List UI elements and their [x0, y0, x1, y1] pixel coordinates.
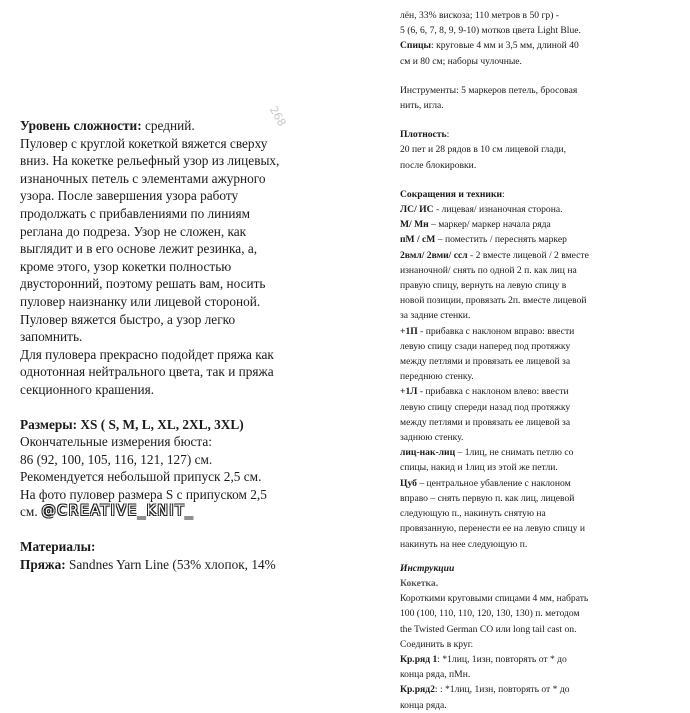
- faint-page-number: 268: [266, 104, 289, 129]
- desc-line: продолжать с прибавлениями по линиям: [20, 205, 251, 221]
- bust-last-line: [20, 503, 350, 521]
- yoke-line: 100 (100, 110, 110, 120, 130, 130) п. методом: [400, 608, 580, 620]
- abbr-cont: правую спицу, вернуть на левую спицу в: [400, 280, 567, 292]
- abbr-cont: между петлями и провязать ее лицевой за: [400, 356, 571, 368]
- abbr-cont: левую спицу спереди назад под протяжку: [400, 401, 571, 413]
- abbr-term: лиц-нак-лиц: [400, 447, 456, 459]
- yarn-line: [20, 556, 350, 574]
- watermark-text: @CREATIVE_KNIT_: [41, 503, 194, 520]
- abbr-item: [400, 248, 685, 263]
- abbr-term: ЛС/ ИС: [400, 204, 434, 216]
- abbr-cont: новой позиции, провязать 2п. вместе лицевой: [400, 295, 587, 307]
- yoke-line: the Twisted German CO или long tail cast on.: [400, 623, 577, 635]
- round-2-cont: конца ряда.: [400, 699, 447, 711]
- abbr-cont: между петлями и провязать ее лицевой за: [400, 416, 571, 428]
- abbr-cont: изнаночной/ снять по одной 2 п. как лиц на: [400, 264, 577, 276]
- desc-line: выглядит и в его основе лежит резинка, а,: [20, 241, 258, 257]
- abbr-item: [400, 232, 685, 247]
- yoke-heading: [400, 576, 685, 591]
- materials-heading: [20, 538, 350, 556]
- abbr-item: [400, 476, 685, 491]
- abbr-text: – 1лиц, не снимать петлю со: [455, 447, 574, 459]
- desc-line: изнаночных петель с элементами ажурного: [20, 170, 266, 186]
- materials-label: Материалы:: [20, 539, 96, 555]
- yarn-cont-line: лён, 33% вискоза; 110 метров в 50 гр) -: [400, 10, 559, 21]
- yarn-label: Пряжа:: [20, 556, 66, 572]
- abbr-colon: :: [502, 188, 505, 200]
- abbr-cont: за задние стенки.: [400, 310, 471, 322]
- abbr-text: - лицевая/ изнаночная сторона.: [433, 204, 563, 216]
- abbr-text: - прибавка с наклоном влево: ввести: [417, 386, 569, 398]
- abbr-text: – поместить / переснять маркер: [435, 234, 567, 246]
- sizes-label: Размеры: XS ( S, M, L, XL, 2XL, 3XL): [20, 416, 244, 432]
- needles-line: см и 80 см; наборы чулочные.: [400, 55, 522, 67]
- abbr-term: 2вмл/ 2вми/ ссл: [400, 249, 468, 261]
- abbr-item: [400, 202, 685, 217]
- abbr-text: - 2 вместе лицевой / 2 вместе: [467, 249, 589, 261]
- yarn-note-line: секционного крашения.: [20, 381, 155, 397]
- abbr-label: Сокращения и техники: [400, 188, 502, 200]
- yarn-value: Sandnes Yarn Line (53% хлопок, 14%: [65, 556, 276, 572]
- right-column: [400, 8, 685, 713]
- abbr-term: Цуб: [400, 477, 417, 489]
- desc-line: запомнить.: [20, 329, 83, 345]
- density-colon: :: [446, 129, 450, 141]
- round-term: Кр.ряд 1: [400, 653, 438, 665]
- needles-line: [400, 38, 685, 53]
- bust-line: Рекомендуется небольшой припуск 2,5 см.: [20, 469, 262, 485]
- abbr-term: +1П: [400, 325, 418, 337]
- yarn-note-line: Для пуловера прекрасно подойдет пряжа как: [20, 346, 274, 362]
- abbr-item: [400, 217, 685, 232]
- bust-last: см.: [20, 504, 38, 520]
- round-1-cont: конца ряда, пМн.: [400, 669, 471, 681]
- desc-line: кроме этого, узор кокетки полностью: [20, 258, 232, 274]
- left-column: [20, 117, 350, 573]
- instructions-heading: [400, 561, 685, 576]
- desc-line: пуловер наизнанку или лицевой стороной.: [20, 293, 261, 309]
- abbr-text: - прибавка с наклоном вправо: ввести: [417, 325, 575, 337]
- abbr-text: – центральное убавление с наклоном: [416, 477, 571, 489]
- density-heading: [400, 127, 685, 142]
- desc-line: вниз. На кокетке рельефный узор из лицевых,: [20, 153, 280, 169]
- desc-line: узора. После завершения узора работу: [20, 188, 239, 204]
- needles-label: Спицы: [400, 40, 432, 52]
- abbr-text: – маркер/ маркер начала ряда: [428, 219, 551, 231]
- difficulty-line: [20, 117, 350, 135]
- round-text: : : *1лиц, 1изн, повторять от * до: [434, 684, 570, 696]
- bust-line: На фото пуловер размера S с припуском 2,5: [20, 486, 267, 502]
- abbr-cont: левую спицу сзади наперед под протяжку: [400, 340, 571, 352]
- desc-line: реглана до подреза. Узор не сложен, как: [20, 223, 247, 239]
- abbr-cont: накинуть на нее следующую п.: [400, 538, 528, 550]
- density-line: после блокировки.: [400, 159, 477, 171]
- tools-line: нить, игла.: [400, 100, 444, 112]
- abbr-cont: заднюю стенку.: [400, 432, 464, 444]
- bust-line: 86 (92, 100, 105, 116, 121, 127) см.: [20, 451, 213, 467]
- instructions-label: Инструкции: [400, 562, 455, 574]
- abbr-cont: провязанную, перенести ее на левую спицу и: [400, 523, 585, 535]
- abbr-term: пМ / сМ: [400, 234, 436, 246]
- abbr-cont: переднюю стенку.: [400, 371, 474, 383]
- abbr-item: [400, 384, 685, 399]
- tools-line: Инструменты: 5 маркеров петель, бросовая: [400, 84, 578, 96]
- desc-line: Пуловер с круглой кокеткой вяжется сверху: [20, 135, 268, 151]
- difficulty-value: средний.: [141, 118, 195, 133]
- yarn-note-line: однотонная нейтрального цвета, так и пряжа: [20, 364, 274, 380]
- abbr-item: [400, 324, 685, 339]
- abbr-item: [400, 445, 685, 460]
- yoke-line: Соединить в круг.: [400, 638, 474, 650]
- abbr-cont: спицы, накид и 1лиц из этой же петли.: [400, 462, 558, 474]
- abbr-heading: [400, 187, 685, 202]
- abbr-cont: вправо – снять первую п. как лиц, лицевой: [400, 492, 575, 504]
- desc-line: двусторонний, поэтому решать вам, носить: [20, 276, 266, 292]
- density-line: 20 пет и 28 рядов в 10 см лицевой глади,: [400, 144, 566, 156]
- bust-line: Окончательные измерения бюста:: [20, 434, 212, 450]
- round-1: [400, 652, 685, 667]
- abbr-cont: следующую п., накинуть снятую на: [400, 508, 546, 520]
- abbr-term: +1Л: [400, 386, 418, 398]
- abbr-term: М/ Мн: [400, 219, 429, 231]
- difficulty-label: Уровень сложности:: [20, 118, 142, 133]
- yarn-cont-line: 5 (6, 6, 7, 8, 9, 9-10) мотков цвета Light Blue.: [400, 25, 581, 37]
- round-text: : *1лиц, 1изн, повторять от * до: [437, 653, 567, 665]
- desc-line: Пуловер вяжется быстро, а узор легко: [20, 311, 236, 327]
- density-label: Плотность: [400, 129, 447, 141]
- yoke-label: Кокетка.: [400, 577, 439, 589]
- needles-value: : круговые 4 мм и 3,5 мм, длиной 40: [431, 40, 579, 52]
- round-term: Кр.ряд2: [400, 684, 435, 696]
- sizes-heading: [20, 416, 350, 434]
- yoke-line: Короткими круговыми спицами 4 мм, набрать: [400, 593, 589, 605]
